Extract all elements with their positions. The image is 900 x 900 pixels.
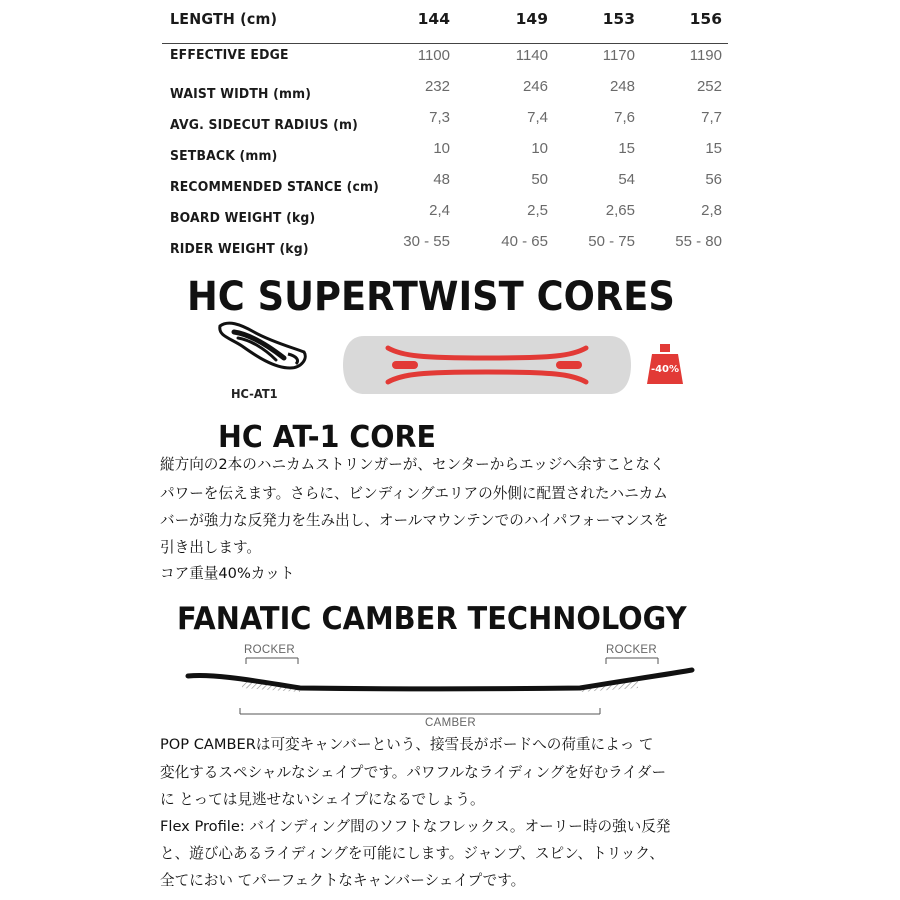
header-divider bbox=[162, 43, 728, 44]
spec-row-label: RECOMMENDED STANCE (cm) bbox=[170, 179, 380, 195]
spec-cell: 1100 bbox=[417, 47, 450, 64]
spec-cell: 7,6 bbox=[614, 109, 635, 126]
spec-cell: 2,8 bbox=[701, 202, 722, 219]
at1-line: バーが強力な反発力を生み出し、オールマウンテンでのハイパフォーマンスを bbox=[160, 512, 669, 529]
spec-row-label: AVG. SIDECUT RADIUS (m) bbox=[170, 117, 358, 133]
spec-cell: 54 bbox=[618, 171, 635, 188]
size-144: 144 bbox=[417, 10, 450, 28]
spec-cell: 15 bbox=[705, 140, 722, 157]
spec-cell: 7,7 bbox=[701, 109, 722, 126]
at1-title: HC AT-1 CORE bbox=[218, 420, 436, 455]
spec-row-waist-width bbox=[162, 78, 728, 108]
spec-cell: 48 bbox=[433, 171, 450, 188]
spec-row-label: WAIST WIDTH (mm) bbox=[170, 86, 312, 102]
spec-cell: 1190 bbox=[689, 47, 722, 64]
spec-cell: 15 bbox=[618, 140, 635, 157]
at1-line: 縦方向の2本のハニカムストリンガーが、センターからエッジへ余すことなく bbox=[160, 456, 665, 473]
spec-cell: 50 - 75 bbox=[588, 233, 635, 250]
core-model-label: HC-AT1 bbox=[231, 387, 278, 401]
spec-row-board-weight bbox=[162, 202, 728, 232]
spec-cell: 2,4 bbox=[429, 202, 450, 219]
size-149: 149 bbox=[515, 10, 548, 28]
camber-profile-diagram bbox=[180, 658, 700, 720]
spec-cell: 248 bbox=[609, 78, 635, 95]
spec-cell: 7,4 bbox=[527, 109, 548, 126]
camber-line: POP CAMBERは可変キャンバーという、接雪長がボードへの荷重によっ て bbox=[160, 736, 654, 753]
spec-cell: 7,3 bbox=[429, 109, 450, 126]
size-156: 156 bbox=[689, 10, 722, 28]
spec-cell: 55 - 80 bbox=[675, 233, 722, 250]
spec-row-rider-weight bbox=[162, 233, 728, 263]
spec-header-label: LENGTH (cm) bbox=[170, 10, 278, 28]
size-153: 153 bbox=[602, 10, 635, 28]
weight-badge-text: -40% bbox=[650, 364, 680, 375]
camber-line: 変化するスペシャルなシェイプです。パワフルなライディングを好むライダー bbox=[160, 764, 667, 781]
spec-row-stance bbox=[162, 171, 728, 201]
spec-cell: 10 bbox=[531, 140, 548, 157]
rocker-right-label: ROCKER bbox=[606, 644, 658, 656]
spec-row-setback bbox=[162, 140, 728, 170]
spec-header-row bbox=[162, 10, 728, 40]
core-shape-icon bbox=[214, 318, 310, 374]
spec-cell: 40 - 65 bbox=[501, 233, 548, 250]
at1-line: 引き出します。 bbox=[160, 539, 261, 556]
spec-cell: 30 - 55 bbox=[403, 233, 450, 250]
weight-reduction-badge bbox=[646, 344, 684, 384]
camber-line: 全てにおい てパーフェクトなキャンバーシェイプです。 bbox=[160, 872, 526, 889]
spec-cell: 252 bbox=[696, 78, 722, 95]
camber-label: CAMBER bbox=[425, 717, 477, 729]
spec-cell: 1140 bbox=[515, 47, 548, 64]
spec-cell: 1170 bbox=[602, 47, 635, 64]
at1-line: コア重量40%カット bbox=[160, 565, 295, 582]
spec-cell: 246 bbox=[522, 78, 548, 95]
spec-row-label: RIDER WEIGHT (kg) bbox=[170, 241, 309, 257]
spec-row-label: SETBACK (mm) bbox=[170, 148, 278, 164]
board-core-illustration bbox=[342, 334, 632, 396]
spec-row-effective-edge bbox=[162, 47, 728, 77]
rocker-left-label: ROCKER bbox=[244, 644, 296, 656]
camber-line: に とっては見逃せないシェイプになるでしょう。 bbox=[160, 791, 485, 808]
spec-cell: 2,5 bbox=[527, 202, 548, 219]
camber-line: と、遊び心あるライディングを可能にします。ジャンプ、スピン、トリック、 bbox=[160, 845, 664, 862]
spec-cell: 232 bbox=[424, 78, 450, 95]
spec-row-label: BOARD WEIGHT (kg) bbox=[170, 210, 316, 226]
camber-title: FANATIC CAMBER TECHNOLOGY bbox=[177, 601, 687, 637]
camber-line: Flex Profile: バインディング間のソフトなフレックス。オーリー時の強い反発 bbox=[160, 818, 671, 835]
cores-title: HC SUPERTWIST CORES bbox=[187, 274, 675, 320]
spec-row-sidecut-radius bbox=[162, 109, 728, 139]
spec-row-label: EFFECTIVE EDGE bbox=[170, 47, 289, 63]
at1-line: パワーを伝えます。さらに、ビンディングエリアの外側に配置されたハニカム bbox=[160, 485, 668, 502]
spec-cell: 50 bbox=[531, 171, 548, 188]
spec-cell: 56 bbox=[705, 171, 722, 188]
spec-cell: 10 bbox=[433, 140, 450, 157]
spec-cell: 2,65 bbox=[605, 202, 635, 219]
